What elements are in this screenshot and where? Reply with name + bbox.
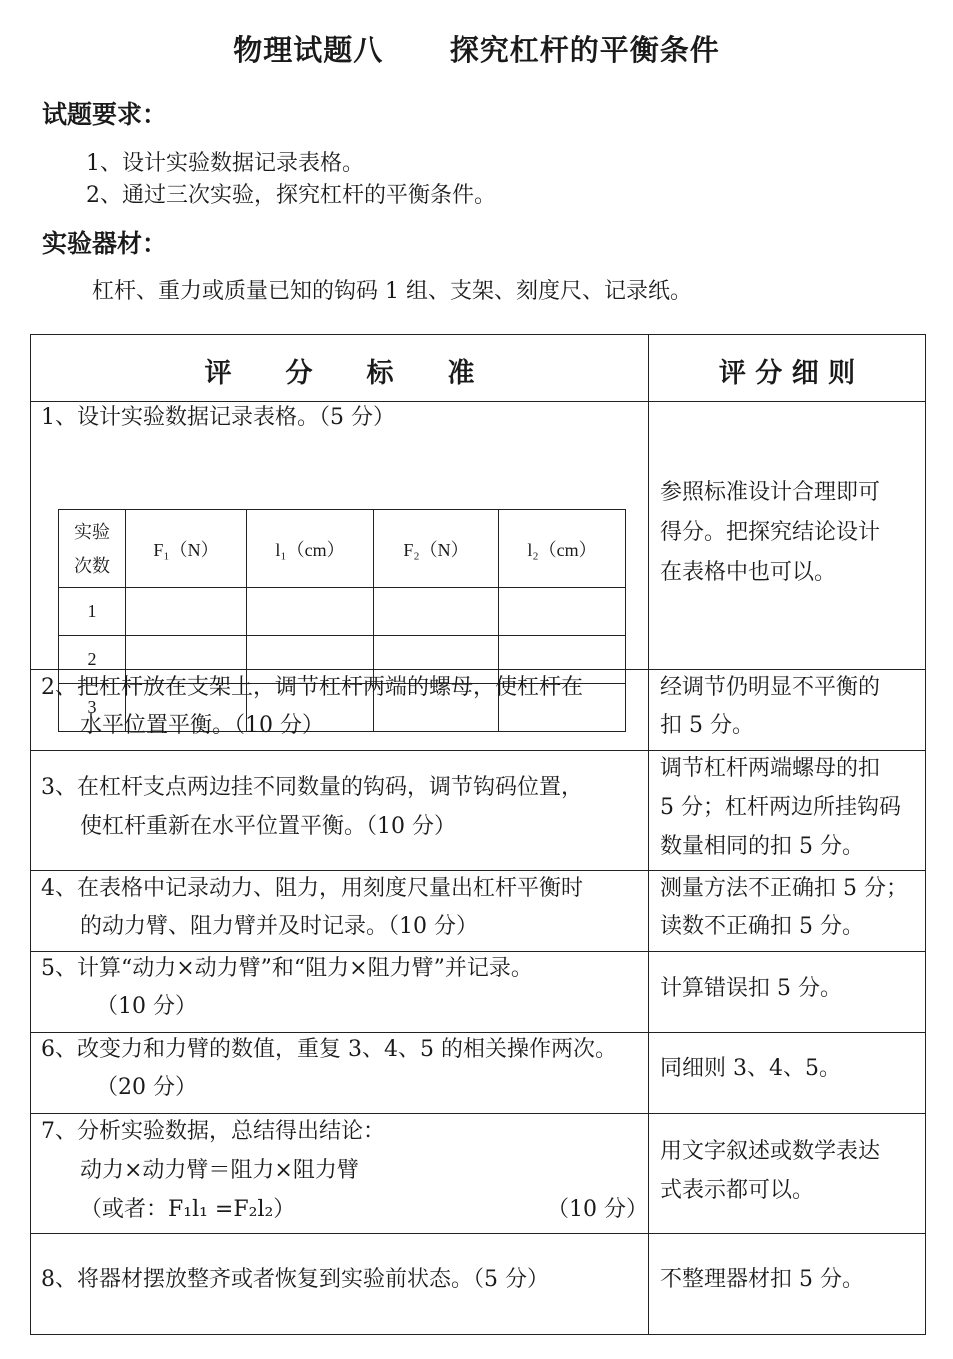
rule-text: 5 分；杠杆两边所挂钩码 <box>660 795 901 820</box>
record-cell <box>374 588 499 636</box>
rule-text: 测量方法不正确扣 5 分； <box>660 876 908 901</box>
criterion-score: （10 分） <box>547 1197 648 1222</box>
trial-number: 1 <box>59 588 126 636</box>
record-row <box>59 588 626 636</box>
trial-number: 2 <box>59 636 126 684</box>
record-cell <box>247 588 374 636</box>
criterion-text: 的动力臂、阻力臂并及时记录。（10 分） <box>80 914 478 939</box>
table-row <box>31 1233 925 1334</box>
rule-text: 扣 5 分。 <box>660 713 754 738</box>
record-cell <box>126 588 247 636</box>
conclusion-formula: 动力×动力臂＝阻力×阻力臂 <box>80 1158 359 1183</box>
rule-text: 同细则 3、4、5。 <box>660 1056 841 1081</box>
record-header-f2: F₂（N） <box>374 510 499 588</box>
criterion-text: 3、在杠杆支点两边挂不同数量的钩码，调节钩码位置， <box>41 775 583 800</box>
record-header-l2: l₂（cm） <box>499 510 626 588</box>
criterion-text: 1、设计实验数据记录表格。（5 分） <box>41 405 395 430</box>
criterion-text: 5、计算“动力×动力臂”和“阻力×阻力臂”并记录。 <box>41 956 533 981</box>
record-header-l1: l₁（cm） <box>247 510 374 588</box>
rule-text: 数量相同的扣 5 分。 <box>660 834 864 859</box>
table-row <box>31 1113 925 1233</box>
record-header-f1: F₁（N） <box>126 510 247 588</box>
rule-text: 调节杠杆两端螺母的扣 <box>660 756 881 781</box>
page-title: 物理试题八 探究杠杆的平衡条件 <box>233 33 720 67</box>
criterion-text: 6、改变力和力臂的数值，重复 3、4、5 的相关操作两次。 <box>41 1037 617 1062</box>
criterion-text: 8、将器材摆放整齐或者恢复到实验前状态。（5 分） <box>41 1267 549 1292</box>
requirements-heading: 试题要求： <box>42 100 168 129</box>
criterion-text: （20 分） <box>96 1075 197 1100</box>
table-row <box>31 669 925 750</box>
rule-text: 不整理器材扣 5 分。 <box>660 1267 864 1292</box>
criterion-text: （10 分） <box>96 994 197 1019</box>
rule-text: 计算错误扣 5 分。 <box>660 976 842 1001</box>
rule-text: 经调节仍明显不平衡的 <box>660 675 881 700</box>
conclusion-symbolic: （或者：F₁l₁ =F₂l₂） <box>80 1197 296 1222</box>
criterion-text: 2、把杠杆放在支架上，调节杠杆两端的螺母，使杠杆在 <box>41 675 583 700</box>
requirement-item: 2、通过三次实验，探究杠杆的平衡条件。 <box>86 183 496 208</box>
table-row <box>31 870 925 951</box>
criterion-text: 水平位置平衡。（10 分） <box>80 713 324 738</box>
header-scoring-rules: 评 分 细 则 <box>718 358 856 389</box>
table-header-row <box>31 335 925 401</box>
rule-text: 用文字叙述或数学表达 <box>660 1139 881 1164</box>
record-header-trial: 实验 次数 <box>59 510 126 588</box>
criterion-text: 7、分析实验数据，总结得出结论： <box>41 1119 385 1144</box>
rule-text: 得分。把探究结论设计 <box>660 520 881 545</box>
requirement-item: 1、设计实验数据记录表格。 <box>86 151 364 176</box>
equipment-text: 杠杆、重力或质量已知的钩码 1 组、支架、刻度尺、记录纸。 <box>92 279 692 304</box>
equipment-heading: 实验器材： <box>42 229 168 258</box>
table-row <box>31 1032 925 1113</box>
table-row <box>31 750 925 870</box>
record-cell <box>499 588 626 636</box>
rule-text: 在表格中也可以。 <box>660 560 837 585</box>
scoring-table <box>30 334 926 1335</box>
criterion-text: 使杠杆重新在水平位置平衡。（10 分） <box>80 814 456 839</box>
rule-text: 参照标准设计合理即可 <box>660 480 881 505</box>
header-scoring-standard: 评 分 标 准 <box>204 358 475 389</box>
table-row <box>31 951 925 1032</box>
criterion-text: 4、在表格中记录动力、阻力，用刻度尺量出杠杆平衡时 <box>41 876 583 901</box>
rule-text: 读数不正确扣 5 分。 <box>660 914 864 939</box>
rule-text: 式表示都可以。 <box>660 1178 815 1203</box>
trial-number: 3 <box>59 684 126 732</box>
